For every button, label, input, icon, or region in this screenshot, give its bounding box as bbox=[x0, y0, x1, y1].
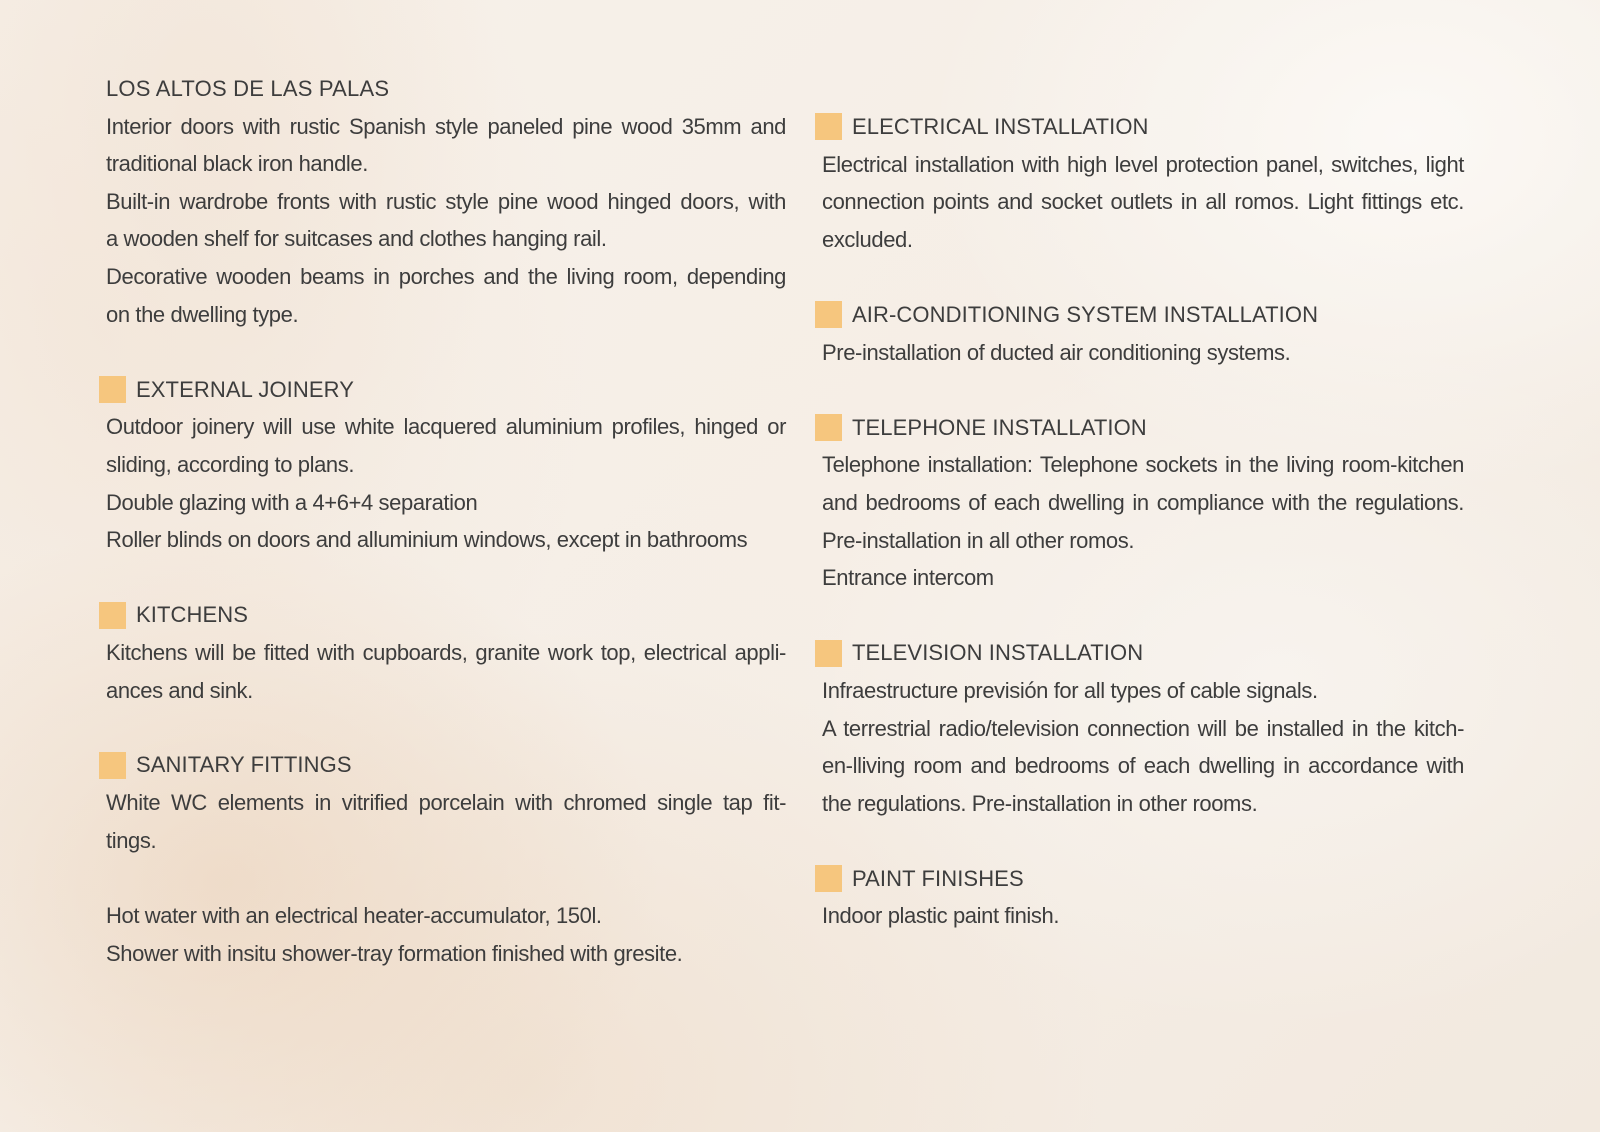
paragraph-line: Interior doors with rustic Spanish style paneled pine wood 35mm and bbox=[106, 113, 786, 139]
paragraph-line: White WC elements in vitrified porcelain with chromed single tap fit- bbox=[106, 790, 786, 816]
section-external-joinery bbox=[106, 371, 786, 559]
section-heading-row bbox=[822, 409, 1464, 447]
paragraph-line: en-lliving room and bedrooms of each dwelling in accordance with bbox=[822, 753, 1464, 779]
section-heading-row bbox=[106, 371, 786, 409]
section-air-conditioning bbox=[822, 296, 1464, 371]
section-heading: AIR-CONDITIONING SYSTEM INSTALLATION bbox=[852, 301, 1319, 327]
paragraph-line: Roller blinds on doors and alluminium windows, except in bathrooms bbox=[106, 527, 748, 553]
section-electrical-installation bbox=[822, 108, 1464, 258]
paragraph-line: a wooden shelf for suitcases and clothes hanging rail. bbox=[106, 226, 607, 252]
section-telephone-installation bbox=[822, 409, 1464, 597]
section-heading: SANITARY FITTINGS bbox=[136, 752, 352, 778]
paragraph-line: excluded. bbox=[822, 226, 913, 252]
section-heading-row bbox=[106, 747, 786, 785]
section-heading-row bbox=[106, 596, 786, 634]
section-paint-finishes bbox=[822, 860, 1464, 935]
section-bullet-icon bbox=[815, 865, 842, 892]
section-heading: ELECTRICAL INSTALLATION bbox=[852, 113, 1149, 139]
section-television-installation bbox=[822, 634, 1464, 822]
right-column bbox=[822, 108, 1464, 935]
section-kitchens bbox=[106, 596, 786, 709]
paragraph-line: Kitchens will be fitted with cupboards, granite work top, electrical appli- bbox=[106, 639, 786, 665]
section-bullet-icon bbox=[815, 113, 842, 140]
paragraph-line: Pre-installation of ducted air conditioning systems. bbox=[822, 339, 1291, 365]
left-column bbox=[106, 70, 786, 972]
section-bullet-icon bbox=[99, 752, 126, 779]
paragraph-line: Indoor plastic paint finish. bbox=[822, 903, 1060, 929]
paragraph-line: Telephone installation: Telephone sockets in the living room-kitchen bbox=[822, 452, 1464, 478]
section-sanitary-fittings bbox=[106, 747, 786, 860]
section-heading: TELEPHONE INSTALLATION bbox=[852, 414, 1147, 440]
paragraph-line: connection points and socket outlets in all romos. Light fittings etc. bbox=[822, 189, 1464, 215]
section-heading-row bbox=[822, 860, 1464, 898]
paragraph-line: and bedrooms of each dwelling in compliance with the regulations. bbox=[822, 489, 1464, 515]
paragraph-line: Infraestructure previsión for all types of cable signals. bbox=[822, 677, 1318, 703]
paragraph-line: ances and sink. bbox=[106, 677, 253, 703]
section-heading: PAINT FINISHES bbox=[852, 865, 1024, 891]
paragraph-line: Pre-installation in all other romos. bbox=[822, 527, 1135, 553]
section-heading-row bbox=[822, 634, 1464, 672]
paragraph-line: Entrance intercom bbox=[822, 565, 994, 591]
paragraph-line: the regulations. Pre-installation in other rooms. bbox=[822, 790, 1258, 816]
section-heading: EXTERNAL JOINERY bbox=[136, 376, 354, 402]
section-bullet-icon bbox=[815, 640, 842, 667]
section-heading-row bbox=[822, 296, 1464, 334]
water-paragraph bbox=[106, 897, 786, 972]
section-heading: KITCHENS bbox=[136, 602, 249, 628]
section-bullet-icon bbox=[815, 301, 842, 328]
paragraph-line: Outdoor joinery will use white lacquered aluminium profiles, hinged or bbox=[106, 414, 786, 440]
section-bullet-icon bbox=[99, 376, 126, 403]
paragraph-line: Decorative wooden beams in porches and the living room, depending bbox=[106, 263, 786, 289]
paragraph-line: Built-in wardrobe fronts with rustic style pine wood hinged doors, with bbox=[106, 188, 786, 214]
section-heading: TELEVISION INSTALLATION bbox=[852, 640, 1144, 666]
intro-paragraph bbox=[106, 108, 786, 334]
section-heading-row bbox=[822, 108, 1464, 146]
section-bullet-icon bbox=[99, 602, 126, 629]
paragraph-line: A terrestrial radio/television connection will be installed in the kitch- bbox=[822, 715, 1464, 741]
paragraph-line: Hot water with an electrical heater-accumulator, 150l. bbox=[106, 903, 602, 929]
paragraph-line: Electrical installation with high level protection panel, switches, light bbox=[822, 151, 1464, 177]
paragraph-line: on the dwelling type. bbox=[106, 301, 299, 327]
paragraph-line: Shower with insitu shower-tray formation finished with gresite. bbox=[106, 940, 683, 966]
paragraph-line: Double glazing with a 4+6+4 separation bbox=[106, 489, 478, 515]
paragraph-line: tings. bbox=[106, 827, 157, 853]
paragraph-line: traditional black iron handle. bbox=[106, 151, 368, 177]
paragraph-line: sliding, according to plans. bbox=[106, 451, 355, 477]
page-title: LOS ALTOS DE LAS PALAS bbox=[106, 76, 390, 101]
section-bullet-icon bbox=[815, 414, 842, 441]
